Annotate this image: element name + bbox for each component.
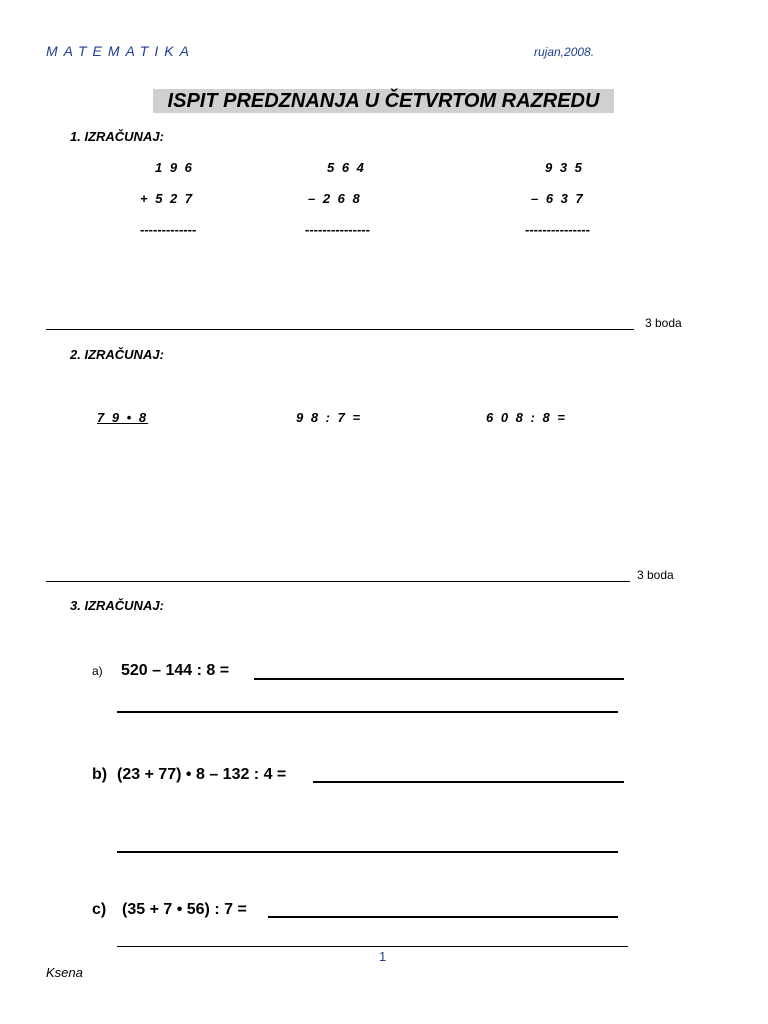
- task2-points: 3 boda: [637, 568, 674, 582]
- task1-col3-line: ---------------: [525, 222, 590, 237]
- task2-separator: [46, 581, 630, 582]
- task3-c-label: c): [92, 901, 107, 918]
- task1-col1-top: 1 9 6: [155, 160, 194, 175]
- task2-expr2: 9 8 : 7 =: [296, 410, 363, 425]
- task1-points: 3 boda: [645, 316, 682, 330]
- task2-expr3: 6 0 8 : 8 =: [486, 410, 567, 425]
- task3-a-answer-line: [254, 678, 624, 680]
- task3-b-answer-line-2: [117, 851, 618, 853]
- task3-b-expression: (23 + 77) • 8 – 132 : 4 =: [117, 766, 287, 783]
- task3-a-expression: 520 – 144 : 8 =: [121, 662, 230, 679]
- task3-a-answer-line-2: [117, 711, 618, 713]
- task1-col2-top: 5 6 4: [327, 160, 366, 175]
- task3-c-answer-line: [268, 916, 618, 918]
- task1-col1-line: -------------: [140, 222, 197, 237]
- task1-col2-bottom: – 2 6 8: [308, 191, 362, 206]
- task2-heading: 2. IZRAČUNAJ:: [70, 347, 164, 362]
- date-header: rujan,2008.: [534, 45, 595, 59]
- task1-separator: [46, 329, 634, 330]
- task3-b-answer-line: [313, 781, 624, 783]
- task1-heading: 1. IZRAČUNAJ:: [70, 129, 164, 144]
- task1-col3-top: 9 3 5: [545, 160, 584, 175]
- subject-header: MATEMATIKA: [46, 43, 195, 59]
- task1-col3-bottom: – 6 3 7: [531, 191, 585, 206]
- task3-c-answer-line-2: [117, 946, 628, 947]
- task3-c-expression: (35 + 7 • 56) : 7 =: [122, 901, 247, 918]
- task1-col1-bottom: + 5 2 7: [140, 191, 195, 206]
- page-title: ISPIT PREDZNANJA U ČETVRTOM RAZREDU: [153, 89, 614, 113]
- task3-a-label: a): [92, 664, 103, 678]
- task1-col2-line: ---------------: [305, 222, 370, 237]
- page-number: 1: [379, 949, 387, 964]
- task3-heading: 3. IZRAČUNAJ:: [70, 598, 164, 613]
- task3-b-label: b): [92, 766, 108, 783]
- author-name: Ksena: [46, 965, 83, 980]
- task2-expr1: 7 9 • 8: [97, 410, 149, 425]
